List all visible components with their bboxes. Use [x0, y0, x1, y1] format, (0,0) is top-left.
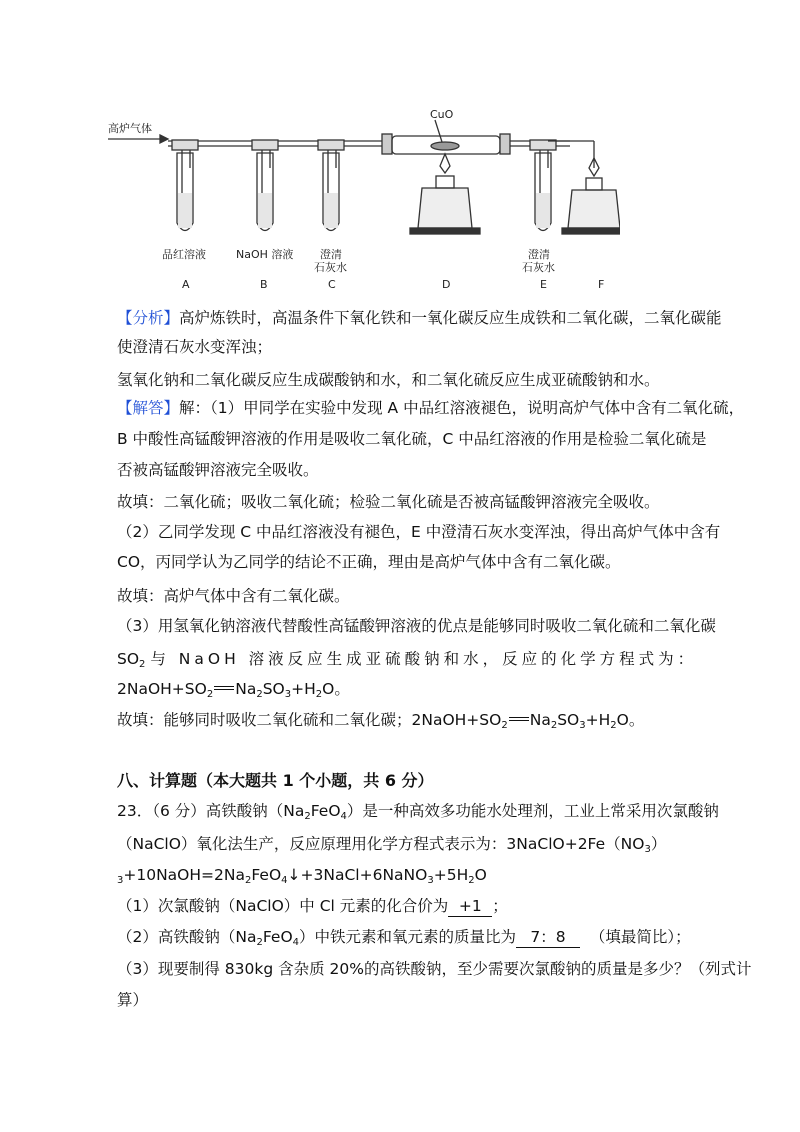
analysis-line-1: 【分析】高炉炼铁时，高温条件下氧化铁和一氧化碳反应生成铁和二氧化碳，二氧化碳能	[117, 309, 722, 327]
analysis-line-2: 使澄清石灰水变浑浊；	[117, 338, 273, 356]
q23-line-2: （NaClO）氧化法生产，反应原理用化学方程式表示为：$3NaClO+2Fe(NO_3)$	[117, 835, 667, 855]
q23-sub-3-cont: 算）	[117, 991, 149, 1009]
fill-3: 故填：能够同时吸收二氧化硫和二氧化碳；$2NaOH+SO_2$ $Na_2SO_3+H_2O$。	[117, 711, 645, 731]
p3-line-1: （3）用氢氧化钠溶液代替酸性高锰酸钾溶液的优点是能够同时吸收二氧化硫和二氧化碳	[117, 617, 716, 635]
answer-line-2: B 中酸性高锰酸钾溶液的作用是吸收二氧化硫，C 中品红溶液的作用是检验二氧化硫是	[117, 430, 707, 448]
p3-line-2: $SO_2$ 与 NaOH 溶液反应生成亚硫酸钠和水，反应的化学方程式为：	[117, 650, 698, 670]
reagent-c-1: 澄清	[320, 248, 342, 261]
analysis-tag: 【分析】	[117, 309, 180, 327]
section-title: 八、计算题（本大题共 1 个小题，共 6 分）	[117, 771, 434, 790]
letter-d: D	[442, 278, 451, 291]
answer-line-1: 【解答】解：（1）甲同学在实验中发现 A 中品红溶液褪色，说明高炉气体中含有二氧化硫，	[117, 399, 745, 417]
apparatus-diagram	[100, 98, 620, 294]
p2-line-2: CO，丙同学认为乙同学的结论不正确，理由是高炉气体中含有二氧化碳。	[117, 553, 621, 571]
q23-sub-1: （1）次氯酸钠（NaClO）中 Cl 元素的化合价为 +1 ；	[117, 897, 508, 915]
reagent-c-2: 石灰水	[314, 261, 347, 274]
q23-line-1: 23．（6 分）高铁酸钠$(Na_2FeO_4)$是一种高效多功能水处理剂，工业上常采用次氯酸钠	[117, 802, 719, 822]
reagent-e-2: 石灰水	[522, 261, 555, 274]
answer-line-3: 否被高锰酸钾溶液完全吸收。	[117, 461, 319, 479]
gas-label: 高炉气体	[108, 122, 152, 135]
letter-f: F	[598, 278, 605, 291]
answer-tag: 【解答】	[117, 399, 180, 417]
equation-line: $2NaOH+SO_2$ $Na_2SO_3+H_2O$。	[117, 680, 350, 700]
letter-e: E	[540, 278, 547, 291]
fill-1: 故填：二氧化硫；吸收二氧化硫；检验二氧化硫是否被高锰酸钾溶液完全吸收。	[117, 493, 660, 511]
letter-a: A	[182, 278, 190, 291]
answer-blank-2: 7：8	[516, 927, 580, 948]
q23-sub-3: （3）现要制得 830kg 含杂质 20%的高铁酸钠，至少需要次氯酸钠的质量是多少？（列式计	[117, 960, 752, 978]
fill-2: 故填：高炉气体中含有二氧化碳。	[117, 587, 350, 605]
q23-sub-2: （2）高铁酸钠$(Na_2FeO_4)$中铁元素和氧元素的质量比为 7：8 （填最简比）；	[117, 928, 691, 948]
q23-line-3: $_3+10NaOH=2Na_2FeO_4↓+3NaCl+6NaNO_3+5H_2O$	[117, 866, 487, 886]
analysis-line-3: 氢氧化钠和二氧化碳反应生成碳酸钠和水，和二氧化硫反应生成亚硫酸钠和水。	[117, 371, 660, 389]
reagent-a: 品红溶液	[162, 248, 206, 261]
p2-line-1: （2）乙同学发现 C 中品红溶液没有褪色，E 中澄清石灰水变浑浊，得出高炉气体中含有	[117, 523, 721, 541]
cuo-label: CuO	[430, 108, 454, 121]
equals-sign	[214, 686, 234, 690]
equals-sign-2	[509, 717, 529, 721]
letter-b: B	[260, 278, 268, 291]
reagent-e-1: 澄清	[528, 248, 550, 261]
reagent-b: NaOH 溶液	[236, 248, 294, 261]
answer-blank-1: +1	[448, 896, 492, 917]
letter-c: C	[328, 278, 336, 291]
